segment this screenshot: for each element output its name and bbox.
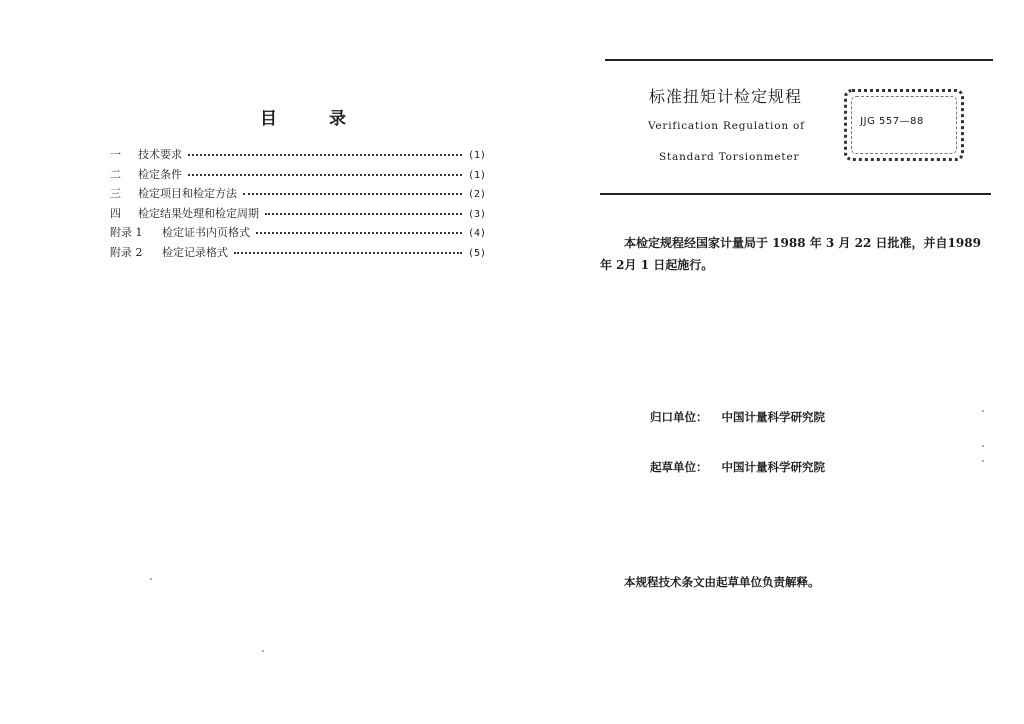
title-chinese: 标准扭矩计检定规程 bbox=[649, 87, 803, 106]
entry-number: 四 bbox=[110, 206, 121, 220]
entry-number: 三 bbox=[110, 187, 121, 200]
scan-speck bbox=[982, 460, 984, 462]
entry-title: 检定结果处理和检定周期 bbox=[138, 206, 259, 220]
contents-entry[interactable] bbox=[110, 244, 486, 264]
entry-title: 检定证书内页格式 bbox=[162, 226, 250, 239]
drafting-unit-label: 起草单位： bbox=[650, 460, 708, 474]
contents-list bbox=[110, 146, 486, 263]
contents-title-right: 录 bbox=[329, 109, 348, 129]
entry-page: (1) bbox=[467, 169, 486, 181]
approval-statement: 本检定规程经国家计量局于 1988 年 3 月 22 日批准，并自1989年 2月 1 日起施行。 bbox=[600, 236, 981, 272]
contents-title bbox=[260, 104, 348, 129]
leader-dots bbox=[256, 222, 462, 234]
entry-number: 一 bbox=[110, 148, 121, 161]
title-english-line-1: Verification Regulation of bbox=[648, 120, 805, 132]
drafting-unit-value: 中国计量科学研究院 bbox=[721, 460, 825, 474]
top-rule bbox=[605, 59, 993, 61]
entry-number: 附录 2 bbox=[110, 245, 143, 259]
responsible-unit-label: 归口单位： bbox=[650, 410, 708, 424]
entry-page: (2) bbox=[467, 189, 486, 200]
entry-title: 技术要求 bbox=[138, 148, 182, 161]
contents-title-left: 目 bbox=[260, 109, 279, 129]
cover-page bbox=[512, 0, 1024, 724]
responsible-unit bbox=[650, 409, 825, 425]
leader-dots bbox=[234, 242, 462, 254]
regulation-code: JJG 557—88 bbox=[860, 115, 924, 127]
regulation-code-stamp bbox=[844, 89, 964, 161]
leader-dots bbox=[243, 183, 462, 195]
scan-speck bbox=[982, 410, 984, 412]
entry-number: 附录 1 bbox=[110, 226, 143, 239]
leader-dots bbox=[188, 144, 462, 156]
entry-page: (5) bbox=[467, 247, 486, 259]
entry-page: (1) bbox=[467, 150, 486, 161]
bottom-rule bbox=[600, 193, 991, 195]
entry-title: 检定条件 bbox=[138, 167, 182, 181]
title-english-line-2: Standard Torsionmeter bbox=[659, 151, 800, 163]
responsible-unit-value: 中国计量科学研究院 bbox=[721, 410, 825, 424]
entry-page: (4) bbox=[467, 228, 486, 239]
leader-dots bbox=[188, 164, 462, 176]
scan-speck bbox=[150, 578, 152, 580]
leader-dots bbox=[265, 203, 462, 215]
scan-speck bbox=[982, 445, 984, 447]
scan-speck bbox=[262, 650, 264, 652]
drafting-unit bbox=[650, 459, 825, 475]
entry-title: 检定项目和检定方法 bbox=[138, 187, 237, 200]
interpretation-note: 本规程技术条文由起草单位负责解释。 bbox=[624, 575, 820, 589]
entry-title: 检定记录格式 bbox=[162, 245, 228, 259]
entry-page: (3) bbox=[467, 208, 486, 220]
entry-number: 二 bbox=[110, 167, 121, 181]
